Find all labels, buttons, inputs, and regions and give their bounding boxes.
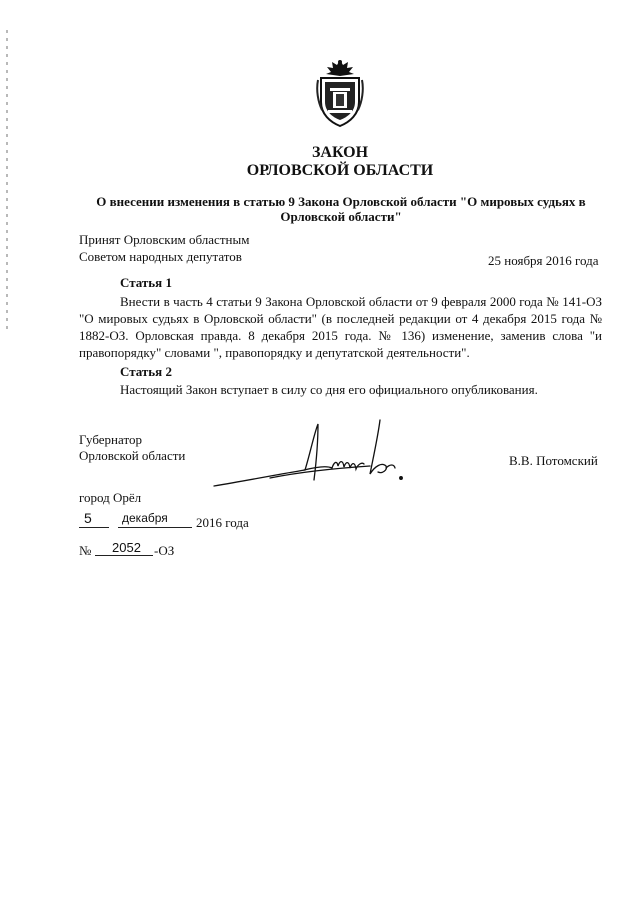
article2-heading: Статья 2	[120, 364, 172, 379]
sign-year: 2016 года	[196, 515, 249, 530]
law-number-suffix: -ОЗ	[154, 543, 175, 558]
adopted-date: 25 ноября 2016 года	[488, 253, 599, 268]
sign-day-value: 5	[84, 510, 92, 526]
adopted-by-line1: Принят Орловским областным	[79, 232, 250, 247]
governor-title-line2: Орловской области	[79, 448, 186, 463]
city-line: город Орёл	[79, 490, 142, 505]
governor-signature	[210, 414, 410, 494]
law-number-value: 2052	[112, 540, 141, 555]
governor-name: В.В. Потомский	[509, 453, 598, 468]
sign-month-value: декабря	[122, 511, 168, 525]
sign-day-field	[79, 510, 109, 528]
article1-text: Внести в часть 4 статьи 9 Закона Орловской области от 9 февраля 2000 года № 141-ОЗ "О мировых судьях в Орловской области" (в последней редакции от 4 декабря 2015 года № 1882-ОЗ. Орловская правда. 8 декабря 2015 года. № 136) изменение, заменив слова "и правопорядку" словами ", правопорядку и депутатской деятельности".	[79, 294, 602, 360]
scan-edge-marks	[6, 30, 8, 330]
law-subtitle: О внесении изменения в статью 9 Закона Орловской области "О мировых судьях в Орловской области"	[96, 194, 586, 224]
law-number-prefix: №	[79, 543, 92, 558]
sign-month-field	[118, 513, 192, 528]
article1-heading: Статья 1	[120, 275, 172, 290]
adopted-by-line2: Советом народных депутатов	[79, 249, 242, 264]
article2-text: Настоящий Закон вступает в силу со дня его официального опубликования.	[120, 382, 538, 397]
law-title-line2: ОРЛОВСКОЙ ОБЛАСТИ	[246, 162, 434, 179]
law-number-field	[95, 541, 153, 556]
coat-of-arms-emblem	[316, 58, 364, 130]
law-title-line1: ЗАКОН	[311, 144, 369, 161]
governor-title-line1: Губернатор	[79, 432, 142, 447]
